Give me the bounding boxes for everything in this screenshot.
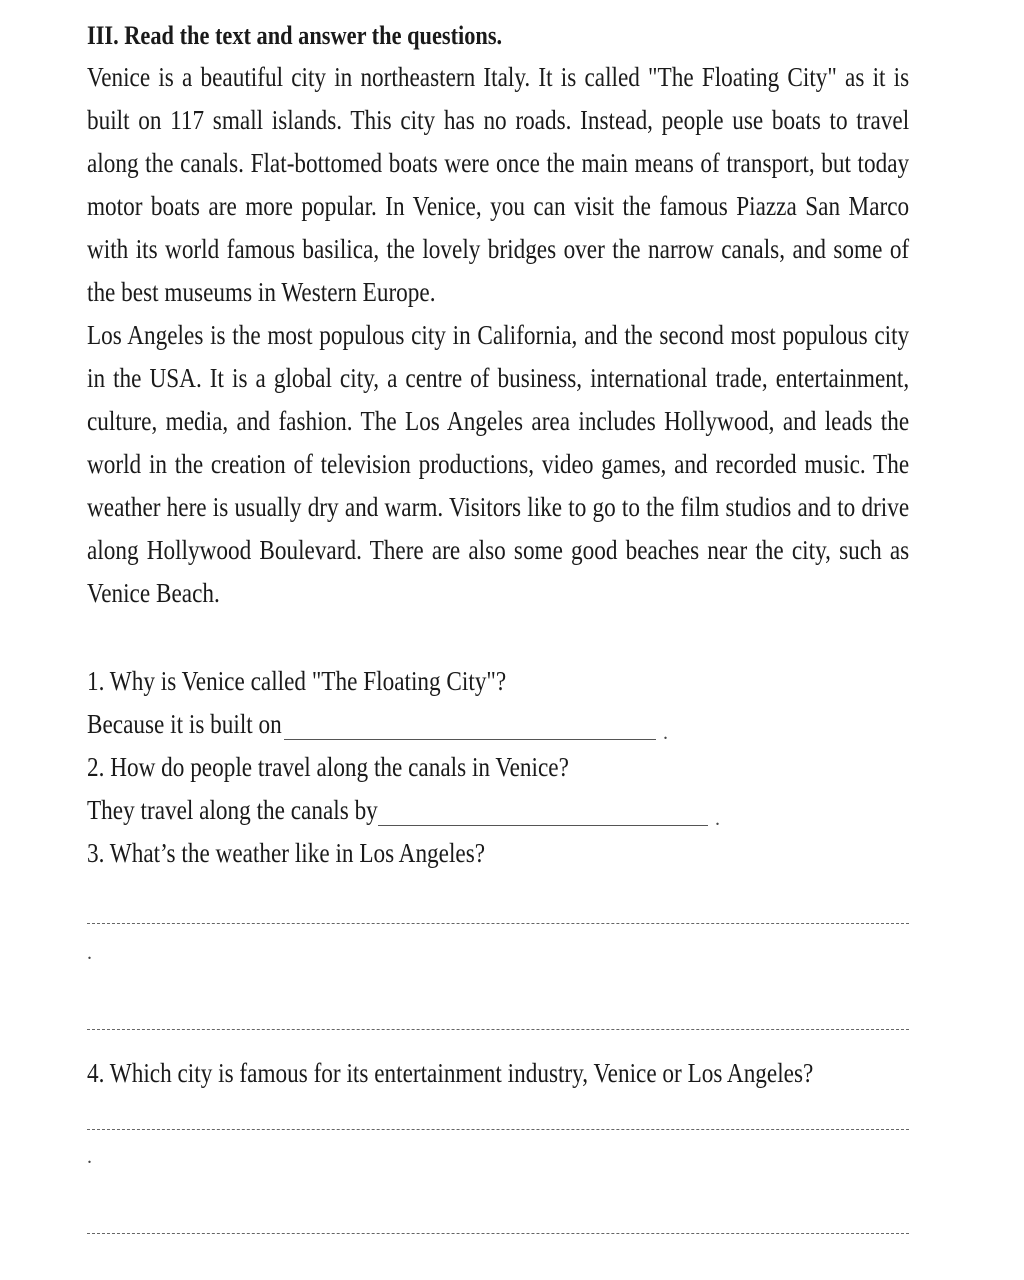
answer-3-area [87, 875, 909, 1050]
question-2: 2. How do people travel along the canals in Venice? [87, 752, 569, 782]
answer-2-row [87, 789, 909, 832]
answer-2-period: . [715, 808, 720, 830]
answer-3-line-1[interactable] [87, 923, 909, 924]
worksheet-page [87, 16, 909, 614]
question-1: 1. Why is Venice called "The Floating City"? [87, 666, 507, 696]
answer-3-line-2[interactable] [87, 1029, 909, 1030]
question-3: 3. What’s the weather like in Los Angeles? [87, 838, 486, 868]
answer-1-row [87, 703, 909, 746]
answer-1-blank[interactable] [284, 739, 656, 740]
los-angeles-passage-block [87, 314, 909, 614]
answer-2-prefix: They travel along the canals by [87, 795, 378, 825]
answer-2-blank[interactable] [378, 825, 708, 826]
venice-passage-block [87, 56, 909, 314]
answer-1-prefix: Because it is built on [87, 709, 282, 739]
answer-4-area [87, 1095, 909, 1265]
question-4: 4. Which city is famous for its entertainment industry, Venice or Los Angeles? [87, 1058, 814, 1088]
venice-paragraph: Venice is a beautiful city in northeastern Italy. It is called "The Floating City" as it is built on 117 small islands. This city has no roads. Instead, people use boats to travel along the canals. Flat-bottomed boats were once the main means of transport, but today motor boats are more popular. In Venice, you can visit the famous Piazza San Marco with its world famous basilica, the lovely bridges over the narrow canals, and some of the best museums in Western Europe. [87, 62, 910, 307]
answer-1-period: . [663, 722, 668, 744]
section-heading: III. Read the text and answer the questions. [87, 21, 503, 50]
questions-section [87, 660, 909, 1265]
answer-4-period: . [87, 1146, 92, 1168]
answer-3-period: . [87, 942, 92, 964]
answer-4-line-1[interactable] [87, 1129, 909, 1130]
answer-4-line-2[interactable] [87, 1233, 909, 1234]
los-angeles-paragraph: Los Angeles is the most populous city in California, and the second most populous city in the USA. It is a global city, a centre of business, international trade, entertainment, culture, media, and fashion. The Los Angeles area includes Hollywood, and leads the world in the creation of television productions, video games, and recorded music. The weather here is usually dry and warm. Visitors like to go to the film studios and to drive along Hollywood Boulevard. There are also some good beaches near the city, such as Venice Beach. [87, 320, 910, 608]
